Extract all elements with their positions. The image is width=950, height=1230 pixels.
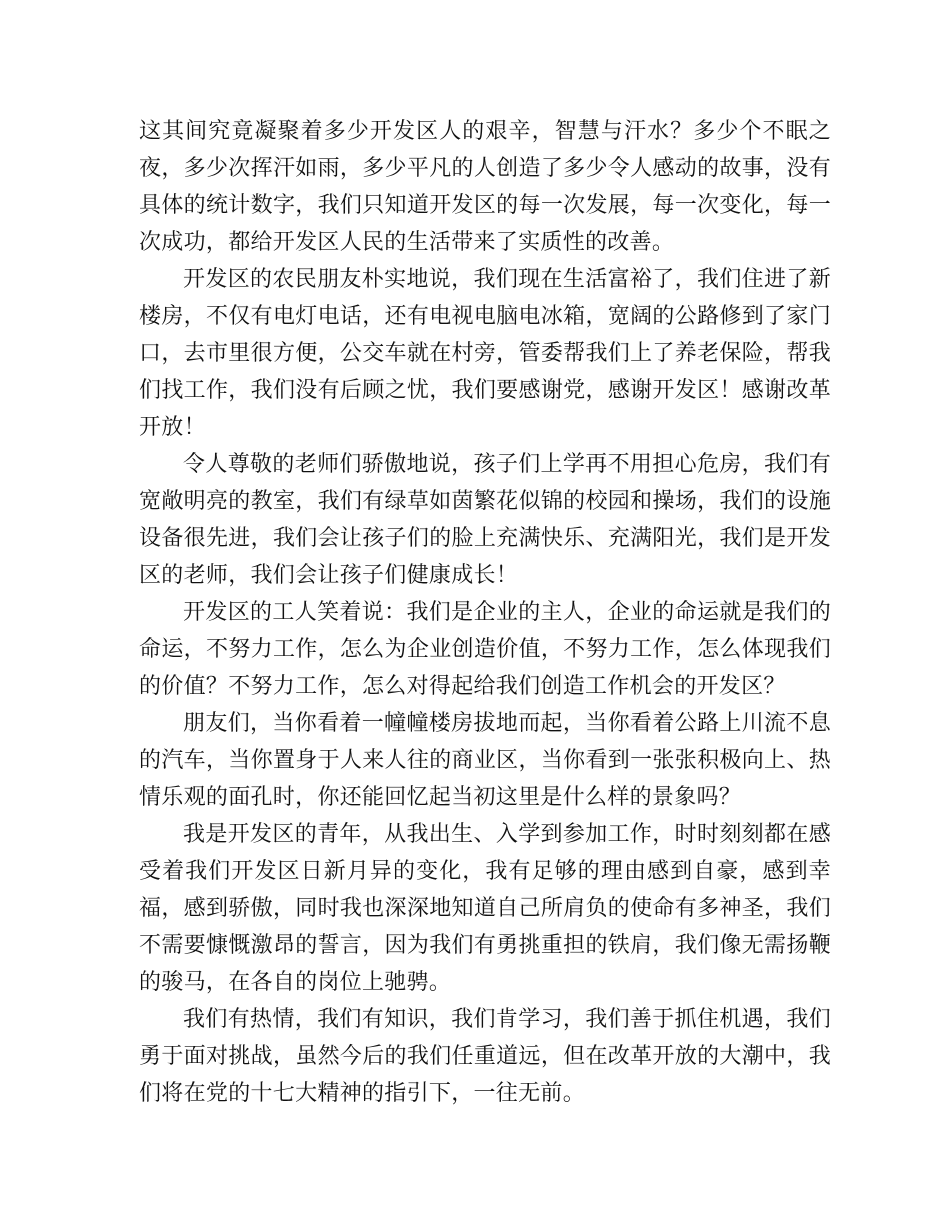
paragraph-7: 我们有热情，我们有知识，我们肯学习，我们善于抓住机遇，我们勇于面对挑战，虽然今后的我们任重道远，但在改革开放的大潮中，我们将在党的十七大精神的指引下，一往无前。 — [139, 1007, 831, 1106]
paragraph-4: 开发区的工人笑着说：我们是企业的主人，企业的命运就是我们的命运，不努力工作，怎么为企业创造价值，不努力工作，怎么体现我们的价值？不努力工作，怎么对得起给我们创造工作机会的开发区？ — [139, 600, 831, 699]
paragraph-5: 朋友们，当你看着一幢幢楼房拔地而起，当你看着公路上川流不息的汽车，当你置身于人来人往的商业区，当你看到一张张积极向上、热情乐观的面孔时，你还能回忆起当初这里是什么样的景象吗？ — [139, 711, 831, 810]
document-body — [139, 113, 831, 1112]
paragraph-2: 开发区的农民朋友朴实地说，我们现在生活富裕了，我们住进了新楼房，不仅有电灯电话，还有电视电脑电冰箱，宽阔的公路修到了家门口，去市里很方便，公交车就在村旁，管委帮我们上了养老保险，帮我们找工作，我们没有后顾之忧，我们要感谢党，感谢开发区！感谢改革开放！ — [139, 267, 831, 440]
paragraph-6: 我是开发区的青年，从我出生、入学到参加工作，时时刻刻都在感受着我们开发区日新月异的变化，我有足够的理由感到自豪，感到幸福，感到骄傲，同时我也深深地知道自己所肩负的使命有多神圣，我们不需要慷慨激昂的誓言，因为我们有勇挑重担的铁肩，我们像无需扬鞭的骏马，在各自的岗位上驰骋。 — [139, 822, 831, 995]
paragraph-1: 这其间究竟凝聚着多少开发区人的艰辛，智慧与汗水？多少个不眠之夜，多少次挥汗如雨，多少平凡的人创造了多少令人感动的故事，没有具体的统计数字，我们只知道开发区的每一次发展，每一次变化，每一次成功，都给开发区人民的生活带来了实质性的改善。 — [139, 119, 831, 255]
paragraph-3: 令人尊敬的老师们骄傲地说，孩子们上学再不用担心危房，我们有宽敞明亮的教室，我们有绿草如茵繁花似锦的校园和操场，我们的设施设备很先进，我们会让孩子们的脸上充满快乐、充满阳光，我们是开发区的老师，我们会让孩子们健康成长！ — [139, 452, 831, 588]
